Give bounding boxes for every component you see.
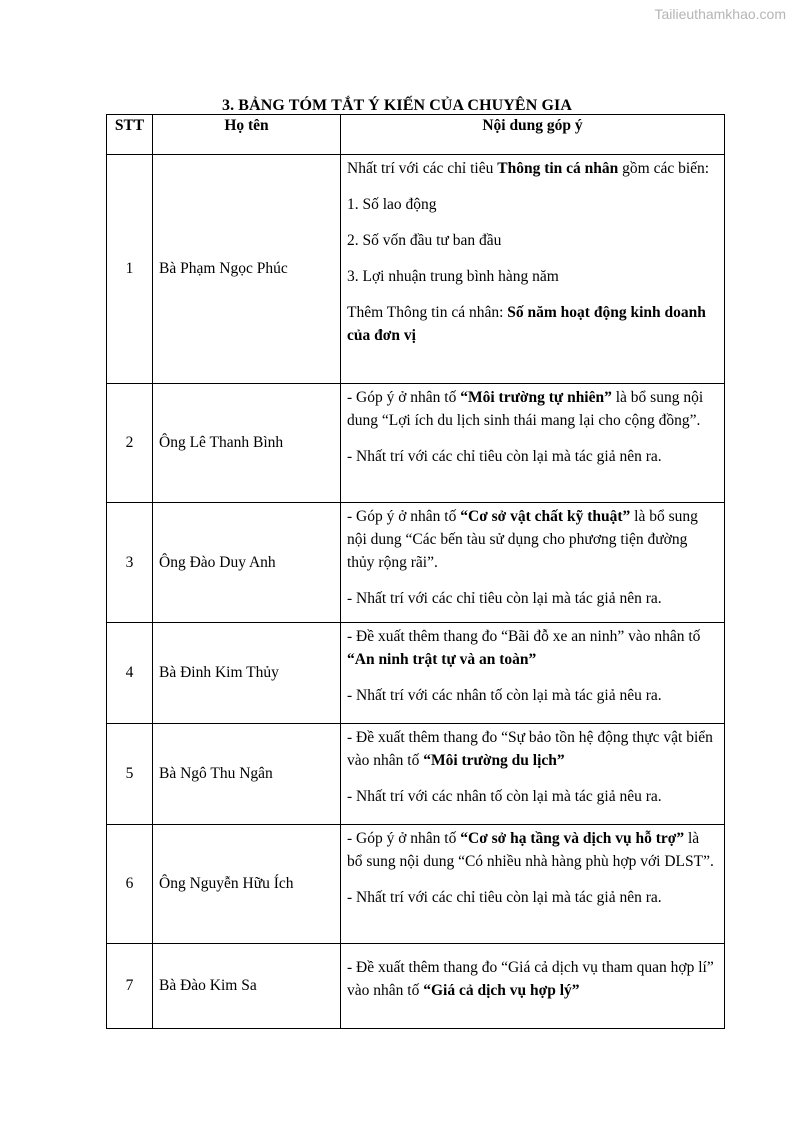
- text: là bổ sung nội dung “Có nhiều nhà hàng phù hợp với DLST”.: [347, 830, 714, 870]
- text: - Đề xuất thêm thang đo “Bãi đỗ xe an ninh” vào nhân tố: [347, 628, 701, 645]
- content-paragraph: [347, 625, 718, 671]
- text: - Đề xuất thêm thang đo “Sự bảo tồn hệ động thực vật biển vào nhân tố: [347, 729, 713, 769]
- content-paragraph: - Nhất trí với các nhân tố còn lại mà tác giả nêu ra.: [347, 788, 662, 805]
- text: Nhất trí với các chỉ tiêu: [347, 160, 498, 177]
- row-stt: 7: [107, 944, 153, 1029]
- content-paragraph: [347, 386, 718, 432]
- row-name: Bà Đào Kim Sa: [153, 944, 341, 1029]
- row-stt: 3: [107, 503, 153, 623]
- text: - Góp ý ở nhân tố: [347, 508, 461, 525]
- table-row: [107, 825, 725, 944]
- watermark: Tailieuthamkhao.com: [654, 6, 786, 22]
- content-list-item: 2. Số vốn đầu tư ban đầu: [347, 232, 502, 249]
- text: - Đề xuất thêm thang đo “Giá cả dịch vụ tham quan hợp lí” vào nhân tố: [347, 959, 714, 999]
- text: gồm các biến:: [618, 160, 710, 177]
- content-paragraph: - Nhất trí với các nhân tố còn lại mà tác giả nêu ra.: [347, 687, 662, 704]
- text: - Góp ý ở nhân tố: [347, 830, 461, 847]
- table-row: [107, 384, 725, 503]
- column-header-content: Nội dung góp ý: [341, 115, 725, 155]
- row-content: [341, 944, 725, 1029]
- row-content: [341, 825, 725, 944]
- bold-text: “Giá cả dịch vụ hợp lý”: [423, 982, 580, 999]
- content-paragraph: - Nhất trí với các chỉ tiêu còn lại mà tác giả nên ra.: [347, 590, 662, 607]
- text: là bổ sung nội dung “Các bến tàu sử dụng cho phương tiện đường thủy rộng rãi”.: [347, 508, 698, 571]
- row-stt: 6: [107, 825, 153, 944]
- bold-text: “Cơ sở hạ tầng và dịch vụ hỗ trợ”: [460, 830, 685, 847]
- content-paragraph: - Nhất trí với các chỉ tiêu còn lại mà tác giả nên ra.: [347, 889, 662, 906]
- bold-text: “Cơ sở vật chất kỹ thuật”: [460, 508, 631, 525]
- row-content: [341, 724, 725, 825]
- page-title: 3. BẢNG TÓM TẮT Ý KIẾN CỦA CHUYÊN GIA: [222, 97, 572, 114]
- row-name: Bà Phạm Ngọc Phúc: [153, 155, 341, 384]
- table-row: [107, 155, 725, 384]
- row-stt: 4: [107, 623, 153, 724]
- row-name: Ông Nguyễn Hữu Ích: [153, 825, 341, 944]
- table-row: [107, 503, 725, 623]
- column-header-name: Họ tên: [153, 115, 341, 155]
- text: Thêm Thông tin cá nhân:: [347, 304, 508, 321]
- table-header-row: [107, 115, 725, 155]
- bold-text: Thông tin cá nhân: [497, 160, 619, 177]
- bold-text: “Môi trường tự nhiên”: [460, 389, 612, 406]
- row-content: [341, 155, 725, 384]
- row-stt: 5: [107, 724, 153, 825]
- text: là bổ sung nội dung “Lợi ích du lịch sinh thái mang lại cho cộng đồng”.: [347, 389, 704, 429]
- content-paragraph: [347, 301, 718, 347]
- row-stt: 1: [107, 155, 153, 384]
- text: - Góp ý ở nhân tố: [347, 389, 461, 406]
- content-paragraph: - Nhất trí với các chỉ tiêu còn lại mà tác giả nên ra.: [347, 448, 662, 465]
- column-header-stt: STT: [107, 115, 153, 155]
- content-list-item: 3. Lợi nhuận trung bình hàng năm: [347, 268, 559, 285]
- content-paragraph: [347, 505, 718, 574]
- bold-text: Số năm hoạt động kinh doanh của đơn vị: [347, 304, 706, 344]
- table-row: [107, 724, 725, 825]
- row-content: [341, 623, 725, 724]
- bold-text: “Môi trường du lịch”: [423, 752, 565, 769]
- content-list-item: 1. Số lao động: [347, 196, 437, 213]
- row-stt: 2: [107, 384, 153, 503]
- row-name: Bà Ngô Thu Ngân: [153, 724, 341, 825]
- table-row: [107, 623, 725, 724]
- bold-text: “An ninh trật tự và an toàn”: [347, 651, 537, 668]
- content-paragraph: [347, 157, 718, 180]
- content-paragraph: [347, 726, 718, 772]
- table-row: [107, 944, 725, 1029]
- row-name: Bà Đinh Kim Thủy: [153, 623, 341, 724]
- row-content: [341, 503, 725, 623]
- row-name: Ông Lê Thanh Bình: [153, 384, 341, 503]
- content-paragraph: [347, 827, 718, 873]
- expert-opinion-table: [106, 114, 725, 1029]
- content-paragraph: [347, 956, 718, 1002]
- row-name: Ông Đào Duy Anh: [153, 503, 341, 623]
- row-content: [341, 384, 725, 503]
